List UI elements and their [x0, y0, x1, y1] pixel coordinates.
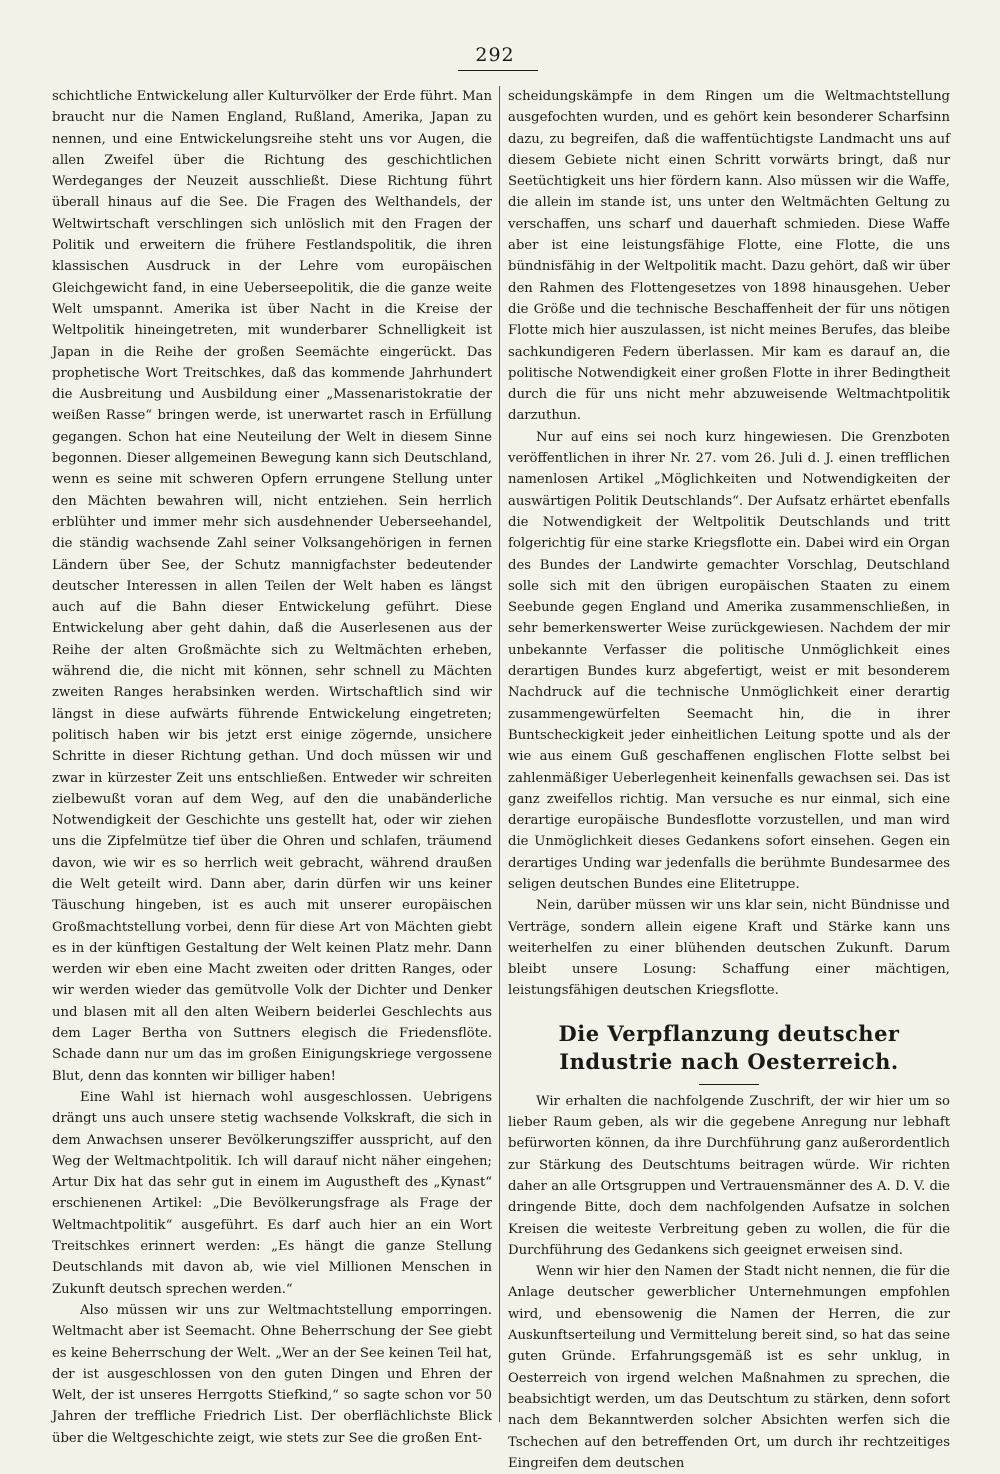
article-headline: Die Verpflanzung deutscher Industrie nach Oesterreich.: [558, 1020, 900, 1074]
article-paragraph-2: Wenn wir hier den Namen der Stadt nicht nennen, die für die Anlage deutscher gewerblicher Unternehmungen empfohlen wird, und ebensowenig die Namen der Herren, die zur Auskunftserteilung und Vermittelung bereit sind, so hat das seine guten Gründe. Erfahrungsgemäß ist es sehr unklug, in Oesterreich von irgend welchen Maßnahmen zu sprechen, die beabsichtigt werden, um das Deutschtum zu stärken, denn sofort nach dem Bekanntwerden solcher Absichten werfen sich die Tschechen auf den betreffenden Ort, um durch ihr rechtzeitiges Eingreifen dem deutschen: [508, 1264, 950, 1471]
left-column: [52, 86, 492, 1446]
page-number: 292: [475, 44, 515, 66]
page-number-rule: [458, 70, 538, 71]
left-paragraph-2: Eine Wahl ist hiernach wohl ausgeschlossen. Uebrigens drängt uns auch unsere stetig wachsende Volkskraft, die sich in dem Anwachsen unserer Bevölkerungsziffer ausspricht, auf den Weg der Weltmachtpolitik. Ich will darauf nicht näher eingehen; Artur Dix hat das sehr gut in einem im Augustheft des „Kynast“ erschienenen Artikel: „Die Bevölkerungsfrage als Frage der Weltmachtpolitik“ ausgeführt. Es darf auch hier an ein Wort Treitschkes erinnert werden: „Es hängt die ganze Stellung Deutschlands mit davon ab, wie viel Millionen Menschen in Zukunft deutsch sprechen werden.“: [52, 1089, 492, 1297]
headline-rule: [699, 1084, 759, 1085]
right-column: [508, 86, 950, 1471]
article-paragraph-1: Wir erhalten die nachfolgende Zuschrift, der wir hier um so lieber Raum geben, als wir die gegebene Anregung nur lebhaft befürworten können, da ihre Durchführung ganz außerordentlich zur Stärkung des Deutschtums beitragen würde. Wir richten daher an alle Ortsgruppen und Vertrauensmänner des A. D. V. die dringende Bitte, doch dem nachfolgenden Aufsatze in solchen Kreisen die weiteste Verbreitung geben zu wollen, die für die Durchführung des Gedankens sich geeignet erweisen sind.: [508, 1093, 950, 1258]
right-paragraph-2: Nur auf eins sei noch kurz hingewiesen. Die Grenzboten veröffentlichen in ihrer Nr. 27. vom 26. Juli d. J. einen trefflichen namenlosen Artikel „Möglichkeiten und Notwendigkeiten der auswärtigen Politik Deutschlands“. Der Aufsatz erhärtet ebenfalls die Notwendigkeit der Weltpolitik Deutschlands und tritt folgerichtig für eine starke Kriegsflotte ein. Dabei wird ein Organ des Bundes der Landwirte gemachter Vorschlag, Deutschland solle sich mit den übrigen europäischen Staaten zu einem Seebunde gegen England und Amerika zusammenschließen, in sehr bemerkenswerter Weise zurückgewiesen. Nachdem der mir unbekannte Verfasser die politische Unmöglichkeit eines derartigen Bundes kurz abgefertigt, weist er mit besonderem Nachdruck auf die technische Unmöglichkeit einer derartig zusammengewürfelten Seemacht hin, die in ihrer Buntscheckigkeit jeder einheitlichen Leitung spotte und als der wie aus einem Guß geschaffenen englischen Flotte selbst bei zahlenmäßiger Ueberlegenheit keinenfalls gewachsen sei. Das ist ganz zweifellos richtig. Man versuche es nur einmal, sich eine derartige europäische Bundesflotte vorzustellen, und man wird die Unmöglichkeit dieses Gedankens sofort einsehen. Gegen ein derartiges Unding war jedenfalls die berühmte Bundesarmee des seligen deutschen Bundes eine Elitetruppe.: [508, 429, 950, 892]
left-paragraph-1: schichtliche Entwickelung aller Kulturvölker der Erde führt. Man braucht nur die Namen England, Rußland, Amerika, Japan zu nennen, und eine Entwickelungsreihe steht uns vor Augen, die allen Zweifel über die Richtung des geschichtlichen Werdeganges der Neuzeit ausschließt. Diese Richtung führt überall hinaus auf die See. Die Fragen des Welthandels, der Weltwirtschaft verschlingen sich unlöslich mit den Fragen der Politik und erweitern die frühere Festlandspolitik, die ihren klassischen Ausdruck in der Lehre vom europäischen Gleichgewicht fand, in eine Ueberseepolitik, die die ganze weite Welt umspannt. Amerika ist über Nacht in die Kreise der Weltpolitik hineingetreten, mit wunderbarer Schnelligkeit ist Japan in die Reihe der großen Seemächte eingerückt. Das prophetische Wort Treitschkes, daß das kommende Jahrhundert die Ausbreitung und Ausbildung einer „Massenaristokratie der weißen Rasse“ bringen werde, ist unerwartet rasch in Erfüllung gegangen. Schon hat eine Neuteilung der Welt in diesem Sinne begonnen. Dieser allgemeinen Bewegung kann sich Deutschland, wenn es seine mit schweren Opfern errungene Stellung unter den Mächten bewahren will, nicht entziehen. Sein herrlich erblühter und immer mehr sich ausdehnender Ueberseehandel, die ständig wachsende Zahl seiner Volksangehörigen in fernen Ländern über See, der Schutz mannigfachster bedeutender deutscher Interessen in allen Teilen der Welt haben es längst auch auf die Bahn dieser Entwickelung geführt. Diese Entwickelung aber geht dahin, daß die Auserlesenen aus der Reihe der alten Großmächte sich zu Weltmächten erheben, während die, die nicht mit können, sehr schnell zu Mächten zweiten Ranges herabsinken werden. Wirtschaftlich sind wir längst in diese aufwärts führende Entwickelung eingetreten; politisch haben wir bis jetzt erst einige zögernde, unsichere Schritte in dieser Richtung gethan. Und doch müssen wir und zwar in kürzester Zeit uns entschließen. Entweder wir schreiten zielbewußt voran auf dem Weg, auf den die unabänderliche Notwendigkeit der Geschichte uns gestellt hat, oder wir ziehen uns die Zipfelmütze tief über die Ohren und schlafen, träumend davon, wie wir es so herrlich weit gebracht, während draußen die Welt geteilt wird. Dann aber, darin dürfen wir uns keiner Täuschung hingeben, ist es auch mit unserer europäischen Großmachtstellung vorbei, denn für diese Art von Mächten giebt es in der künftigen Gestaltung der Welt keinen Platz mehr. Dann werden wir eben eine Macht zweiten oder dritten Ranges, oder wir werden wieder das gemütvolle Volk der Dichter und Denker und blasen mit all den alten Weibern beiderlei Geschlechts aus dem Lager Bertha von Suttners elegisch die Friedensflöte. Schade dann nur um das im großen Einigungskriege vergossene Blut, denn das konnten wir billiger haben!: [52, 89, 492, 1084]
left-paragraph-3: Also müssen wir uns zur Weltmachtstellung emporringen. Weltmacht aber ist Seemacht. Ohne Beherrschung der See giebt es keine Beherrschung der Welt. „Wer an der See keinen Teil hat, der ist ausgeschlossen von den guten Dingen und Ehren der Welt, der ist unseres Herrgotts Stiefkind,“ so sagte schon vor 50 Jahren der treffliche Friedrich List. Der oberflächlichste Blick über die Weltgeschichte zeigt, wie stets zur See die großen Ent-: [52, 1302, 492, 1446]
right-paragraph-1: scheidungskämpfe in dem Ringen um die Weltmachtstellung ausgefochten wurden, und es gehört kein besonderer Scharfsinn dazu, zu begreifen, daß die waffentüchtigste Landmacht uns auf diesem Gebiete nicht einen Schritt vorwärts bringt, daß nur Seetüchtigkeit uns hier fördern kann. Also müssen wir die Waffe, die allein im stande ist, uns unter den Weltmächten Geltung zu verschaffen, uns scharf und dauerhaft schmieden. Diese Waffe aber ist eine leistungsfähige Flotte, eine Flotte, die uns bündnisfähig in der Weltpolitik macht. Dazu gehört, daß wir über den Rahmen des Flottengesetzes von 1898 hinausgehen. Ueber die Größe und die technische Beschaffenheit der für uns nötigen Flotte mich hier auszulassen, ist nicht meines Berufes, das bleibe sachkundigeren Federn überlassen. Mir kam es darauf an, die politische Notwendigkeit einer großen Flotte in ihrer Bedingtheit durch die für uns nicht mehr abzuweisende Weltmachtpolitik darzuthun.: [508, 89, 950, 424]
right-paragraph-3: Nein, darüber müssen wir uns klar sein, nicht Bündnisse und Verträge, sondern allein eigene Kraft und Stärke kann uns weiterhelfen zu einer blühenden deutschen Zukunft. Darum bleibt unsere Losung: Schaffung einer mächtigen, leistungsfähigen deutschen Kriegsflotte.: [508, 898, 950, 999]
column-divider: [499, 86, 500, 1422]
